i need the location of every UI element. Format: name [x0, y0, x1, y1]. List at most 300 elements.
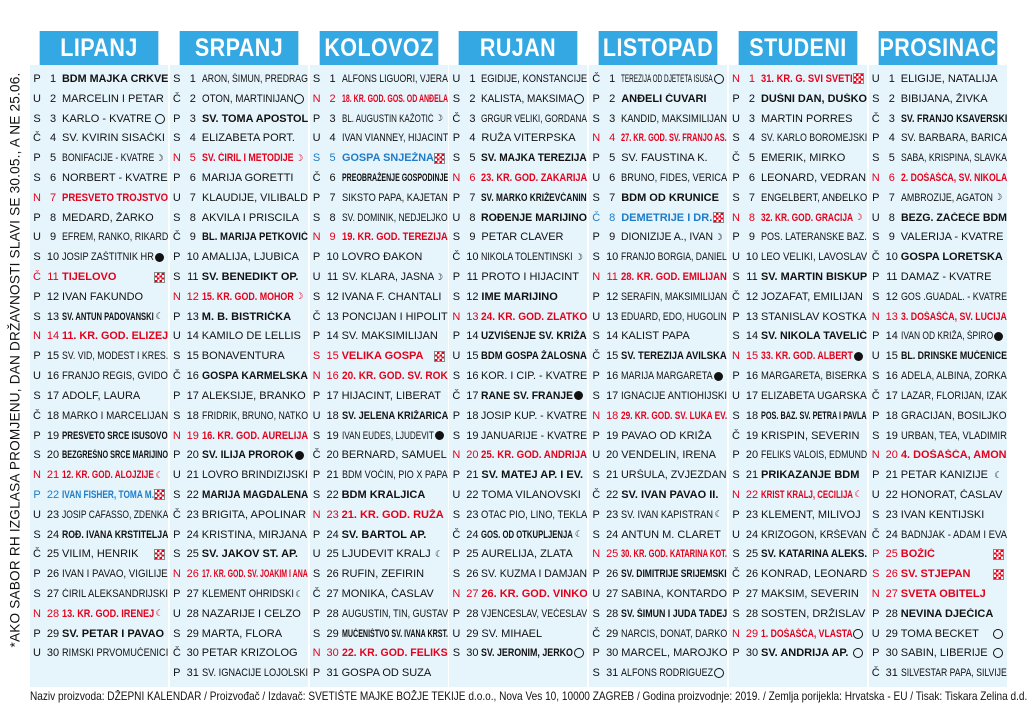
saint-name: SV. ĆIRIL I METODIJE	[201, 152, 294, 165]
day-row	[30, 69, 168, 89]
saint-name: LEO VELIKI, LAVOSLAV	[760, 251, 867, 264]
weekday-letter: Č	[312, 171, 321, 184]
weekday-letter: U	[871, 72, 880, 85]
day-row	[170, 604, 308, 624]
day-row	[310, 128, 448, 148]
day-row	[170, 525, 308, 545]
saint-name: 29. KR. GOD. SV. LUKA EV.	[621, 409, 728, 422]
side-note-text: *AKO SABOR RH IZGLASA PROMJENU, DAN DRŽAVNOSTI SLAVI SE 30.05., A NE 25.06.	[7, 72, 23, 648]
new-moon-icon	[853, 628, 864, 639]
day-row	[30, 485, 168, 505]
day-row	[170, 644, 308, 664]
weekday-letter: Č	[452, 251, 461, 264]
day-number: 5	[609, 152, 616, 165]
day-number: 16	[885, 370, 898, 383]
first-quarter-moon-icon: ☽	[854, 212, 863, 223]
saint-name: BDM GOSPA ŽALOSNA	[481, 350, 588, 363]
saint-name: VELIKA GOSPA	[341, 350, 424, 363]
day-row	[729, 327, 867, 347]
day-row	[449, 228, 587, 248]
saint-name: MARTIN PORRES	[760, 112, 853, 125]
day-row	[589, 406, 727, 426]
day-row	[170, 346, 308, 366]
day-number: 3	[329, 112, 336, 125]
weekday-letter: Č	[871, 251, 880, 264]
day-row	[449, 545, 587, 565]
day-number: 13	[186, 310, 199, 323]
day-row	[729, 406, 867, 426]
day-row	[449, 386, 587, 406]
weekday-letter: P	[173, 310, 181, 323]
new-moon-icon	[154, 113, 165, 124]
saint-name: EGIDIJE, KONSTANCIJE	[481, 72, 588, 85]
day-row	[449, 188, 587, 208]
day-number: 3	[189, 112, 196, 125]
saint-name: AMBROZIJE, AGATON	[900, 191, 993, 204]
day-number: 7	[888, 191, 895, 204]
new-moon-icon	[573, 648, 584, 659]
month-column	[449, 31, 587, 687]
day-number: 4	[609, 132, 616, 145]
weekday-letter: S	[173, 409, 181, 422]
saint-name: LOVRO ĐAKON	[341, 251, 423, 264]
day-row	[589, 663, 727, 683]
day-row	[310, 148, 448, 168]
weekday-letter: N	[452, 588, 461, 601]
weekday-letter: N	[33, 191, 41, 204]
weekday-letter: S	[872, 508, 880, 521]
day-number: 25	[46, 548, 60, 561]
day-number: 18	[745, 409, 759, 422]
saint-name: 26. KR. GOD. VINKO	[481, 588, 588, 601]
weekday-letter: S	[592, 389, 600, 402]
weekday-letter: U	[312, 132, 321, 145]
day-row	[589, 366, 727, 386]
weekday-letter: S	[592, 607, 600, 620]
day-row	[30, 505, 168, 525]
saint-name: SV. PETAR I PAVAO	[62, 627, 165, 640]
day-number: 11	[326, 271, 339, 284]
day-number: 20	[885, 449, 898, 462]
day-number: 3	[888, 112, 895, 125]
weekday-letter: S	[872, 370, 880, 383]
saint-name: PRIKAZANJE BDM	[760, 469, 860, 482]
day-row	[170, 366, 308, 386]
day-row	[729, 604, 867, 624]
full-moon-icon	[573, 390, 584, 401]
weekday-letter: P	[592, 92, 600, 105]
saint-name: 23. KR. GOD. ZAKARIJA	[481, 171, 588, 184]
day-number: 10	[46, 251, 60, 264]
day-number: 25	[466, 548, 479, 561]
day-row	[30, 168, 168, 188]
day-row	[729, 644, 867, 664]
croatian-flag-icon	[993, 549, 1004, 560]
weekday-letter: U	[172, 607, 181, 620]
saint-name: MAKSIM, SEVERIN	[760, 588, 859, 601]
day-row	[170, 545, 308, 565]
day-row	[589, 386, 727, 406]
day-number: 19	[326, 429, 339, 442]
first-quarter-moon-icon: ☽	[714, 231, 723, 242]
weekday-letter: P	[173, 112, 181, 125]
day-row	[449, 644, 587, 664]
weekday-letter: P	[592, 429, 600, 442]
day-row	[869, 545, 1007, 565]
new-moon-icon	[713, 668, 724, 679]
day-number: 3	[748, 112, 756, 125]
saint-name: PROTO I HIJACINT	[481, 271, 579, 284]
last-quarter-moon-icon: ☾	[714, 509, 723, 520]
day-row	[449, 604, 587, 624]
weekday-letter: U	[172, 191, 181, 204]
day-row	[729, 89, 867, 109]
day-row	[589, 208, 727, 228]
day-number: 5	[49, 152, 57, 165]
saint-name: SV. JERONIM, JERKO	[481, 647, 574, 660]
saint-name: TEREZIJA OD DJETETA ISUSA	[621, 72, 713, 85]
day-number: 12	[745, 290, 759, 303]
day-row	[869, 247, 1007, 267]
saint-name: SV. KVIRIN SISAČKI	[62, 132, 165, 145]
saint-name: BONAVENTURA	[201, 350, 285, 363]
day-number: 27	[326, 588, 339, 601]
day-row	[30, 445, 168, 465]
saint-name: LJUDEVIT KRALJ	[341, 548, 431, 561]
day-number: 21	[745, 469, 759, 482]
saint-name: NARCIS, DONAT, DARKO	[621, 627, 728, 640]
saint-name: IVANA F. CHANTALI	[341, 290, 442, 303]
croatian-flag-icon	[713, 212, 724, 223]
weekday-letter: U	[172, 330, 181, 343]
saint-name: KRISTINA, MIRJANA	[201, 528, 307, 541]
day-row	[310, 267, 448, 287]
day-number: 3	[469, 112, 476, 125]
saint-name: SV. STJEPAN	[900, 568, 971, 581]
day-row	[310, 663, 448, 683]
day-number: 7	[49, 191, 57, 204]
saint-name: BEZGREŠNO SRCE MARIJINO	[62, 449, 168, 462]
weekday-letter: N	[871, 449, 880, 462]
day-number: 10	[466, 251, 479, 264]
day-row	[589, 604, 727, 624]
day-number: 8	[609, 211, 616, 224]
day-number: 20	[466, 449, 479, 462]
weekday-letter: Č	[33, 548, 41, 561]
weekday-letter: S	[732, 548, 740, 561]
saint-name: SV. IVAN PAVAO II.	[621, 488, 719, 501]
weekday-letter: S	[33, 112, 41, 125]
weekday-letter: P	[452, 409, 461, 422]
weekday-letter: Č	[312, 310, 321, 323]
day-number: 23	[885, 508, 898, 521]
day-row	[449, 247, 587, 267]
saint-name: ROĐENJE MARIJINO	[481, 211, 588, 224]
weekday-letter: N	[312, 231, 321, 244]
day-row	[310, 247, 448, 267]
saint-name: SIKSTO PAPA, KAJETAN	[341, 191, 448, 204]
weekday-letter: P	[33, 429, 41, 442]
weekday-letter: P	[452, 469, 461, 482]
day-row	[869, 505, 1007, 525]
day-number: 10	[745, 251, 759, 264]
first-quarter-moon-icon: ☽	[295, 152, 304, 163]
new-moon-icon	[573, 93, 584, 104]
saint-name: SABA, KRISPINA, SLAVKA	[900, 152, 1007, 165]
day-number: 16	[326, 370, 339, 383]
day-number: 7	[189, 191, 196, 204]
day-number: 8	[329, 211, 336, 224]
day-row	[729, 426, 867, 446]
saint-name: SV. MIHAEL	[481, 627, 543, 640]
weekday-letter: S	[33, 389, 41, 402]
day-number: 15	[46, 350, 60, 363]
saint-name: SV. ILIJA PROROK	[201, 449, 294, 462]
weekday-letter: P	[312, 469, 321, 482]
weekday-letter: U	[732, 251, 740, 264]
day-row	[310, 644, 448, 664]
day-row	[729, 346, 867, 366]
day-row	[449, 69, 587, 89]
weekday-letter: S	[312, 152, 321, 165]
day-number: 22	[186, 488, 199, 501]
day-row	[310, 168, 448, 188]
day-row	[30, 208, 168, 228]
weekday-letter: P	[732, 370, 740, 383]
day-number: 12	[606, 290, 619, 303]
day-number: 10	[885, 251, 898, 264]
day-row	[30, 465, 168, 485]
day-number: 24	[606, 528, 619, 541]
day-number: 27	[885, 588, 898, 601]
weekday-letter: S	[33, 310, 41, 323]
day-number: 7	[609, 191, 616, 204]
month-days	[30, 65, 168, 687]
first-quarter-moon-icon: ☽	[994, 192, 1003, 203]
saint-name: KLEMENT OHRIDSKI	[201, 588, 294, 601]
weekday-letter: Č	[33, 409, 41, 422]
day-row	[869, 168, 1007, 188]
saint-name: SV. MAJKA TEREZIJA	[481, 152, 588, 165]
saint-name: IGNACIJE ANTIOHIJSKI	[621, 389, 728, 402]
saint-name: ELIZABETA PORT.	[201, 132, 295, 145]
weekday-letter: U	[172, 469, 181, 482]
weekday-letter: P	[33, 290, 41, 303]
day-row	[170, 485, 308, 505]
day-row	[170, 663, 308, 683]
day-row	[729, 267, 867, 287]
day-number: 12	[46, 290, 60, 303]
weekday-letter: U	[452, 72, 461, 85]
day-number: 4	[329, 132, 336, 145]
day-number: 25	[326, 548, 339, 561]
weekday-letter: P	[732, 508, 740, 521]
day-row	[589, 228, 727, 248]
day-row	[449, 445, 587, 465]
saint-name: MARCEL, MAROJKO	[621, 647, 728, 660]
day-number: 30	[606, 647, 619, 660]
day-row	[729, 366, 867, 386]
weekday-letter: P	[173, 251, 181, 264]
day-number: 29	[466, 627, 479, 640]
weekday-letter: N	[452, 449, 461, 462]
saint-name: LOVRO BRINDIZIJSKI	[201, 469, 308, 482]
day-number: 20	[326, 449, 339, 462]
day-row	[30, 128, 168, 148]
weekday-letter: U	[871, 350, 880, 363]
saint-name: SV. KATARINA ALEKS.	[760, 548, 867, 561]
weekday-letter: S	[312, 568, 321, 581]
day-number: 22	[885, 488, 898, 501]
weekday-letter: S	[173, 72, 181, 85]
saint-name: IVAN OD KRIŽA, ŠPIRO	[900, 330, 993, 343]
day-number: 14	[186, 330, 199, 343]
new-moon-icon	[993, 648, 1004, 659]
weekday-letter: Č	[732, 290, 740, 303]
saint-name: TOMA BECKET	[900, 627, 979, 640]
day-number: 23	[186, 508, 199, 521]
saint-name: FRANJO REGIS, GVIDO	[62, 370, 168, 383]
day-row	[729, 168, 867, 188]
saint-name: 22. KR. GOD. FELIKS	[341, 647, 448, 660]
day-row	[170, 228, 308, 248]
day-row	[869, 465, 1007, 485]
weekday-letter: N	[871, 310, 880, 323]
day-number: 4	[189, 132, 196, 145]
day-row	[310, 386, 448, 406]
day-number: 5	[748, 152, 756, 165]
weekday-letter: P	[312, 112, 321, 125]
saint-name: SABINA, KONTARDO	[621, 588, 728, 601]
weekday-letter: U	[592, 171, 601, 184]
day-number: 20	[745, 449, 759, 462]
day-number: 26	[885, 568, 898, 581]
weekday-letter: S	[312, 627, 321, 640]
saint-name: PAVAO OD KRIŽA	[621, 429, 712, 442]
saint-name: VENDELIN, IRENA	[621, 449, 716, 462]
day-row	[589, 584, 727, 604]
croatian-flag-icon	[853, 73, 864, 84]
weekday-letter: U	[312, 548, 321, 561]
day-number: 4	[748, 132, 756, 145]
weekday-letter: S	[872, 92, 880, 105]
saint-name: SV. KUZMA I DAMJAN	[481, 568, 588, 581]
saint-name: DAMAZ - KVATRE	[900, 271, 992, 284]
day-number: 27	[46, 588, 60, 601]
day-row	[170, 247, 308, 267]
weekday-letter: S	[732, 409, 740, 422]
weekday-letter: Č	[172, 508, 181, 521]
weekday-letter: P	[33, 488, 41, 501]
weekday-letter: P	[33, 568, 41, 581]
saint-name: PONCIJAN I HIPOLIT	[341, 310, 448, 323]
saint-name: 4. DOŠAŠĆA, AMON	[900, 449, 1007, 462]
weekday-letter: U	[312, 409, 321, 422]
saint-name: SVETA OBITELJ	[900, 588, 986, 601]
weekday-letter: N	[732, 627, 740, 640]
day-row	[310, 366, 448, 386]
saint-name: BONIFACIJE - KVATRE	[62, 152, 154, 165]
saint-name: AUGUSTIN, TIN, GUSTAV	[341, 607, 448, 620]
day-row	[729, 386, 867, 406]
saint-name: TOMA VILANOVSKI	[481, 488, 581, 501]
saint-name: KALIST PAPA	[621, 330, 690, 343]
weekday-letter: Č	[33, 132, 41, 145]
day-number: 21	[466, 469, 479, 482]
full-moon-icon	[713, 371, 724, 382]
day-number: 19	[186, 429, 199, 442]
weekday-letter: N	[732, 211, 740, 224]
weekday-letter: N	[33, 330, 41, 343]
day-row	[869, 564, 1007, 584]
weekday-letter: S	[173, 132, 181, 145]
saint-name: BDM VOĆIN, PIO X PAPA	[341, 469, 448, 482]
weekday-letter: S	[312, 290, 321, 303]
day-row	[30, 327, 168, 347]
day-number: 26	[606, 568, 619, 581]
saint-name: MARIJA MARGARETA	[621, 370, 713, 383]
weekday-letter: Č	[312, 449, 321, 462]
weekday-letter: N	[592, 132, 601, 145]
saint-name: 12. KR. GOD. ALOJZIJE	[62, 469, 154, 482]
day-number: 9	[189, 231, 196, 244]
day-number: 1	[469, 72, 476, 85]
weekday-letter: P	[872, 607, 880, 620]
day-row	[449, 128, 587, 148]
day-number: 15	[326, 350, 339, 363]
day-row	[310, 584, 448, 604]
saint-name: 11. KR. GOD. ELIZEJ	[62, 330, 168, 343]
day-number: 27	[745, 588, 759, 601]
day-number: 13	[745, 310, 759, 323]
day-number: 15	[186, 350, 199, 363]
weekday-letter: Č	[172, 231, 181, 244]
saint-name: 21. KR. GOD. RUŽA	[341, 508, 444, 521]
month-header: KOLOVOZ	[319, 31, 438, 65]
day-number: 9	[469, 231, 476, 244]
saint-name: IVAN KENTIJSKI	[900, 508, 985, 521]
saint-name: SV. DOMINIK, NEDJELJKO	[341, 211, 448, 224]
day-number: 24	[745, 528, 759, 541]
day-row	[449, 525, 587, 545]
weekday-letter: P	[452, 271, 461, 284]
saint-name: ADELA, ALBINA, ZORKA	[900, 370, 1007, 383]
saint-name: LAZAR, FLORIJAN, IZAK	[900, 389, 1007, 402]
saint-name: RANE SV. FRANJE	[481, 389, 574, 402]
day-number: 16	[745, 370, 759, 383]
saint-name: ALEKSIJE, BRANKO	[201, 389, 306, 402]
weekday-letter: P	[592, 568, 600, 581]
saint-name: DUŠNI DAN, DUŠKO	[760, 92, 867, 105]
day-number: 5	[469, 152, 476, 165]
weekday-letter: P	[173, 389, 181, 402]
day-row	[449, 485, 587, 505]
day-row	[30, 624, 168, 644]
saint-name: HIJACINT, LIBERAT	[341, 389, 442, 402]
weekday-letter: U	[871, 488, 880, 501]
day-row	[729, 624, 867, 644]
day-number: 16	[466, 370, 479, 383]
weekday-letter: S	[872, 231, 880, 244]
croatian-flag-icon	[434, 153, 445, 164]
weekday-letter: U	[592, 310, 601, 323]
day-row	[30, 89, 168, 109]
day-row	[30, 247, 168, 267]
weekday-letter: S	[452, 508, 461, 521]
weekday-letter: P	[312, 330, 321, 343]
weekday-letter: S	[173, 211, 181, 224]
saint-name: SOSTEN, DRŽISLAV	[760, 607, 866, 620]
